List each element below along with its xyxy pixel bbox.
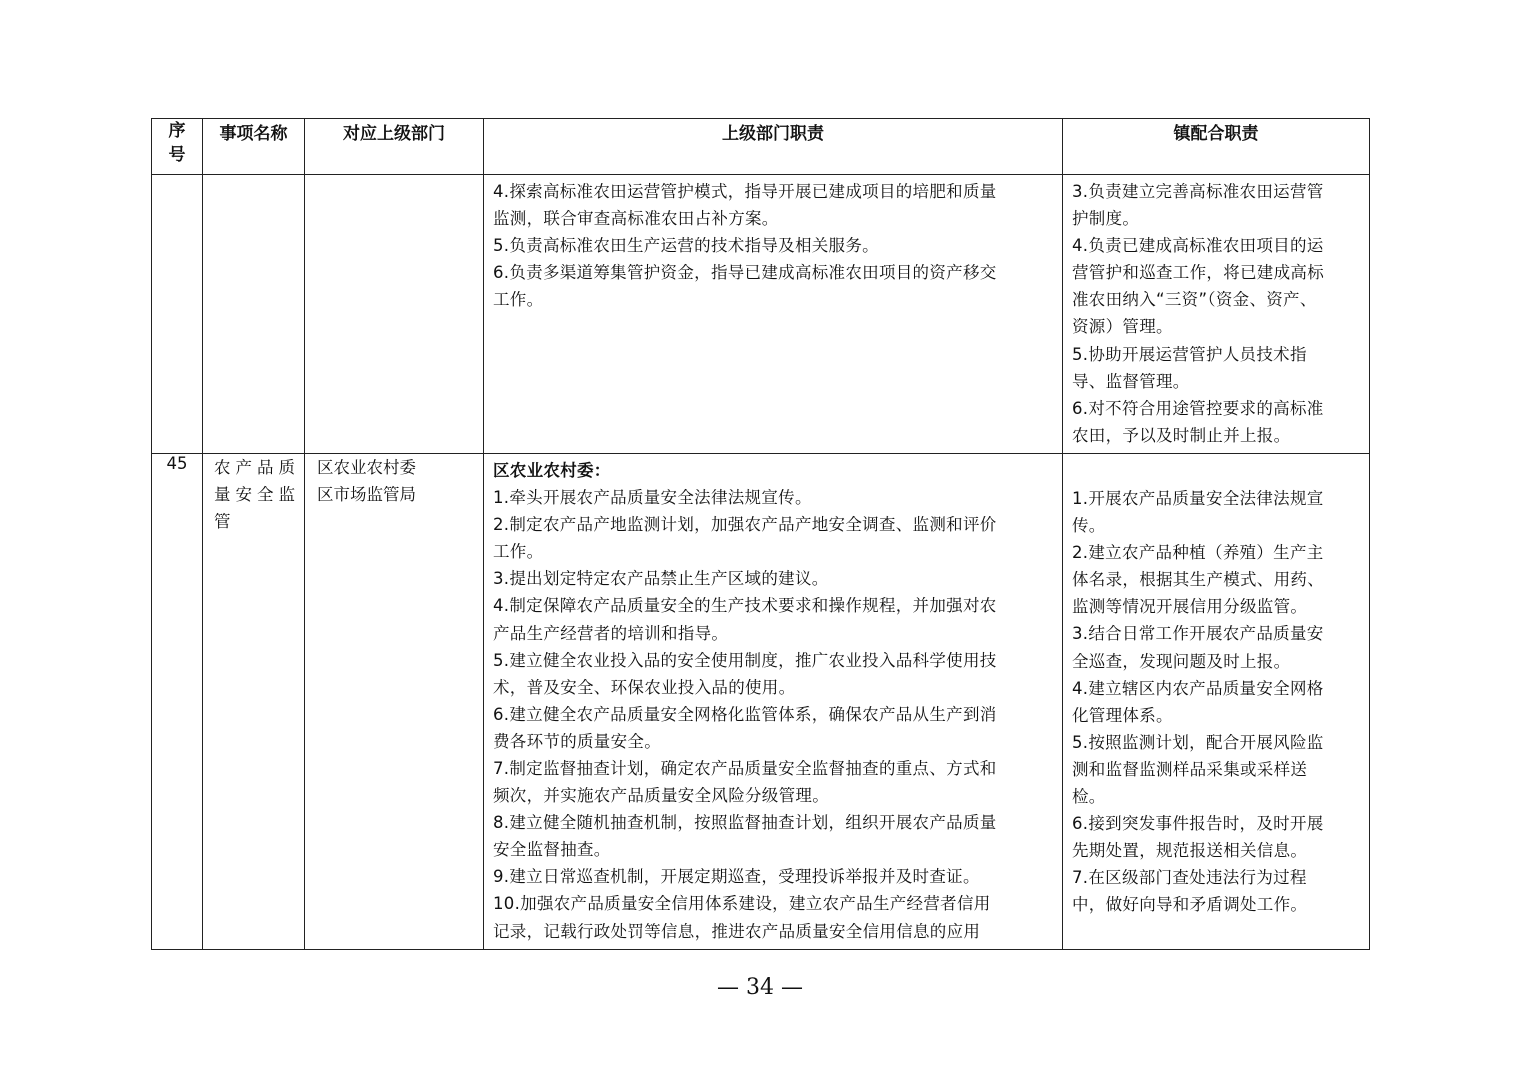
row1-no-cell: [152, 175, 203, 454]
row2-town-duties: [1063, 454, 1369, 923]
row1-town-duties: [1063, 175, 1369, 453]
header-upper-dept: 对应上级部门: [305, 119, 484, 175]
duty-line: 2.建立农产品种植（养殖）生产主: [1072, 543, 1324, 563]
duty-line: 体名录，根据其生产模式、用药、: [1072, 570, 1324, 590]
duty-line: 监测等情况开展信用分级监管。: [1072, 597, 1308, 617]
duty-line: 4.制定保障农产品质量安全的生产技术要求和操作规程，并加强对农: [493, 596, 997, 616]
duty-line: 工作。: [493, 542, 544, 562]
table-row: [152, 175, 1370, 454]
duty-line: 5.按照监测计划，配合开展风险监: [1072, 732, 1324, 752]
duty-line: 9.建立日常巡查机制，开展定期巡查，受理投诉举报并及时查证。: [493, 867, 980, 887]
table-row: [152, 453, 1370, 949]
duty-line: 营管护和巡查工作，将已建成高标: [1072, 263, 1324, 283]
row1-upper-duties-cell: [484, 175, 1063, 454]
duty-line: 测和监督监测样品采集或采样送: [1072, 759, 1308, 779]
item-name: [203, 454, 304, 535]
duty-line: 6.接到突发事件报告时，及时开展: [1072, 814, 1324, 834]
table-header-row: [152, 119, 1370, 175]
row-number: 45: [166, 453, 188, 473]
duty-line: 6.负责多渠道筹集管护资金，指导已建成高标准农田项目的资产移交: [493, 263, 997, 283]
row2-dept-cell: [305, 453, 484, 949]
duty-line: 传。: [1072, 516, 1106, 536]
duty-line: 监测，联合审查高标准农田占补方案。: [493, 209, 779, 229]
header-no-line2: 号: [168, 145, 186, 165]
row1-upper-duties: [484, 175, 1062, 317]
duty-line: 2.制定农产品产地监测计划，加强农产品产地安全调查、监测和评价: [493, 515, 997, 535]
duty-line: 3.结合日常工作开展农产品质量安: [1072, 624, 1324, 644]
item-name-line: 量安全监: [214, 485, 300, 505]
row1-town-duties-cell: [1063, 175, 1370, 454]
upper-dept-heading: 区农业农村委：: [493, 460, 611, 480]
duty-line: 频次，并实施农产品质量安全风险分级管理。: [493, 786, 829, 806]
header-no: [152, 119, 203, 175]
duty-line: 5.协助开展运营管护人员技术指: [1072, 344, 1307, 364]
row2-upper-duties: [484, 454, 1062, 949]
dept-line: 区市场监管局: [317, 485, 416, 505]
duty-line: 安全监督抽查。: [493, 840, 611, 860]
header-town-duties: 镇配合职责: [1063, 119, 1370, 175]
duty-line: 检。: [1072, 786, 1106, 806]
duty-table: [151, 118, 1370, 950]
header-upper-duties: 上级部门职责: [484, 119, 1063, 175]
duty-line: 4.建立辖区内农产品质量安全网格: [1072, 678, 1324, 698]
row2-upper-duties-cell: [484, 453, 1063, 949]
duty-line: 10.加强农产品质量安全信用体系建设，建立农产品生产经营者信用: [493, 894, 991, 914]
row1-item-cell: [203, 175, 305, 454]
header-item-name: 事项名称: [203, 119, 305, 175]
item-name-line: 农产品质: [214, 457, 300, 477]
duty-line: 4.探索高标准农田运营管护模式，指导开展已建成项目的培肥和质量: [493, 182, 997, 201]
duty-line: 资源）管理。: [1072, 317, 1173, 337]
header-no-line1: 序: [168, 121, 186, 141]
item-name-line: 管: [214, 512, 236, 532]
duty-line: 7.制定监督抽查计划，确定农产品质量安全监督抽查的重点、方式和: [493, 758, 997, 778]
duty-line: 8.建立健全随机抽查机制，按照监督抽查计划，组织开展农产品质量: [493, 813, 997, 833]
duty-line: 6.对不符合用途管控要求的高标准: [1072, 398, 1324, 418]
duty-line: 7.在区级部门查处违法行为过程: [1072, 868, 1307, 888]
duty-line: 6.建立健全农产品质量安全网格化监管体系，确保农产品从生产到消: [493, 704, 997, 724]
dept-line: 区农业农村委: [317, 457, 416, 477]
row1-dept-cell: [305, 175, 484, 454]
duty-line: 3.负责建立完善高标准农田运营管: [1072, 182, 1324, 201]
dept-list: [305, 454, 483, 508]
duty-line: 先期处置，规范报送相关信息。: [1072, 841, 1308, 861]
duty-line: 农田，予以及时制止并上报。: [1072, 425, 1291, 445]
duty-line: 记录，记载行政处罚等信息，推进农产品质量安全信用信息的应用: [493, 921, 981, 941]
duty-line: 5.建立健全农业投入品的安全使用制度，推广农业投入品科学使用技: [493, 650, 997, 670]
row2-town-duties-cell: [1063, 453, 1370, 949]
row2-no-cell: [152, 453, 203, 949]
duty-line: 3.提出划定特定农产品禁止生产区域的建议。: [493, 569, 829, 589]
duty-line: 中，做好向导和矛盾调处工作。: [1072, 895, 1308, 915]
duty-line: 产品生产经营者的培训和指导。: [493, 623, 729, 643]
duty-line: 费各环节的质量安全。: [493, 731, 661, 751]
duty-line: 导、监督管理。: [1072, 371, 1190, 391]
duty-line: 术，普及安全、环保农业投入品的使用。: [493, 677, 796, 697]
page-number: — 34 —: [717, 975, 803, 1000]
duty-line: 4.负责已建成高标准农田项目的运: [1072, 236, 1324, 256]
duty-line: 工作。: [493, 290, 544, 310]
row2-item-cell: [203, 453, 305, 949]
duty-line: 1.开展农产品质量安全法律法规宣: [1072, 488, 1324, 508]
duty-line: 护制度。: [1072, 209, 1140, 229]
duty-line: 5.负责高标准农田生产运营的技术指导及相关服务。: [493, 236, 879, 256]
duty-line: 化管理体系。: [1072, 705, 1173, 725]
duty-line: 全巡查，发现问题及时上报。: [1072, 651, 1291, 671]
duty-line: 1.牵头开展农产品质量安全法律法规宣传。: [493, 488, 812, 508]
duty-line: 准农田纳入“三资”（资金、资产、: [1072, 290, 1317, 310]
